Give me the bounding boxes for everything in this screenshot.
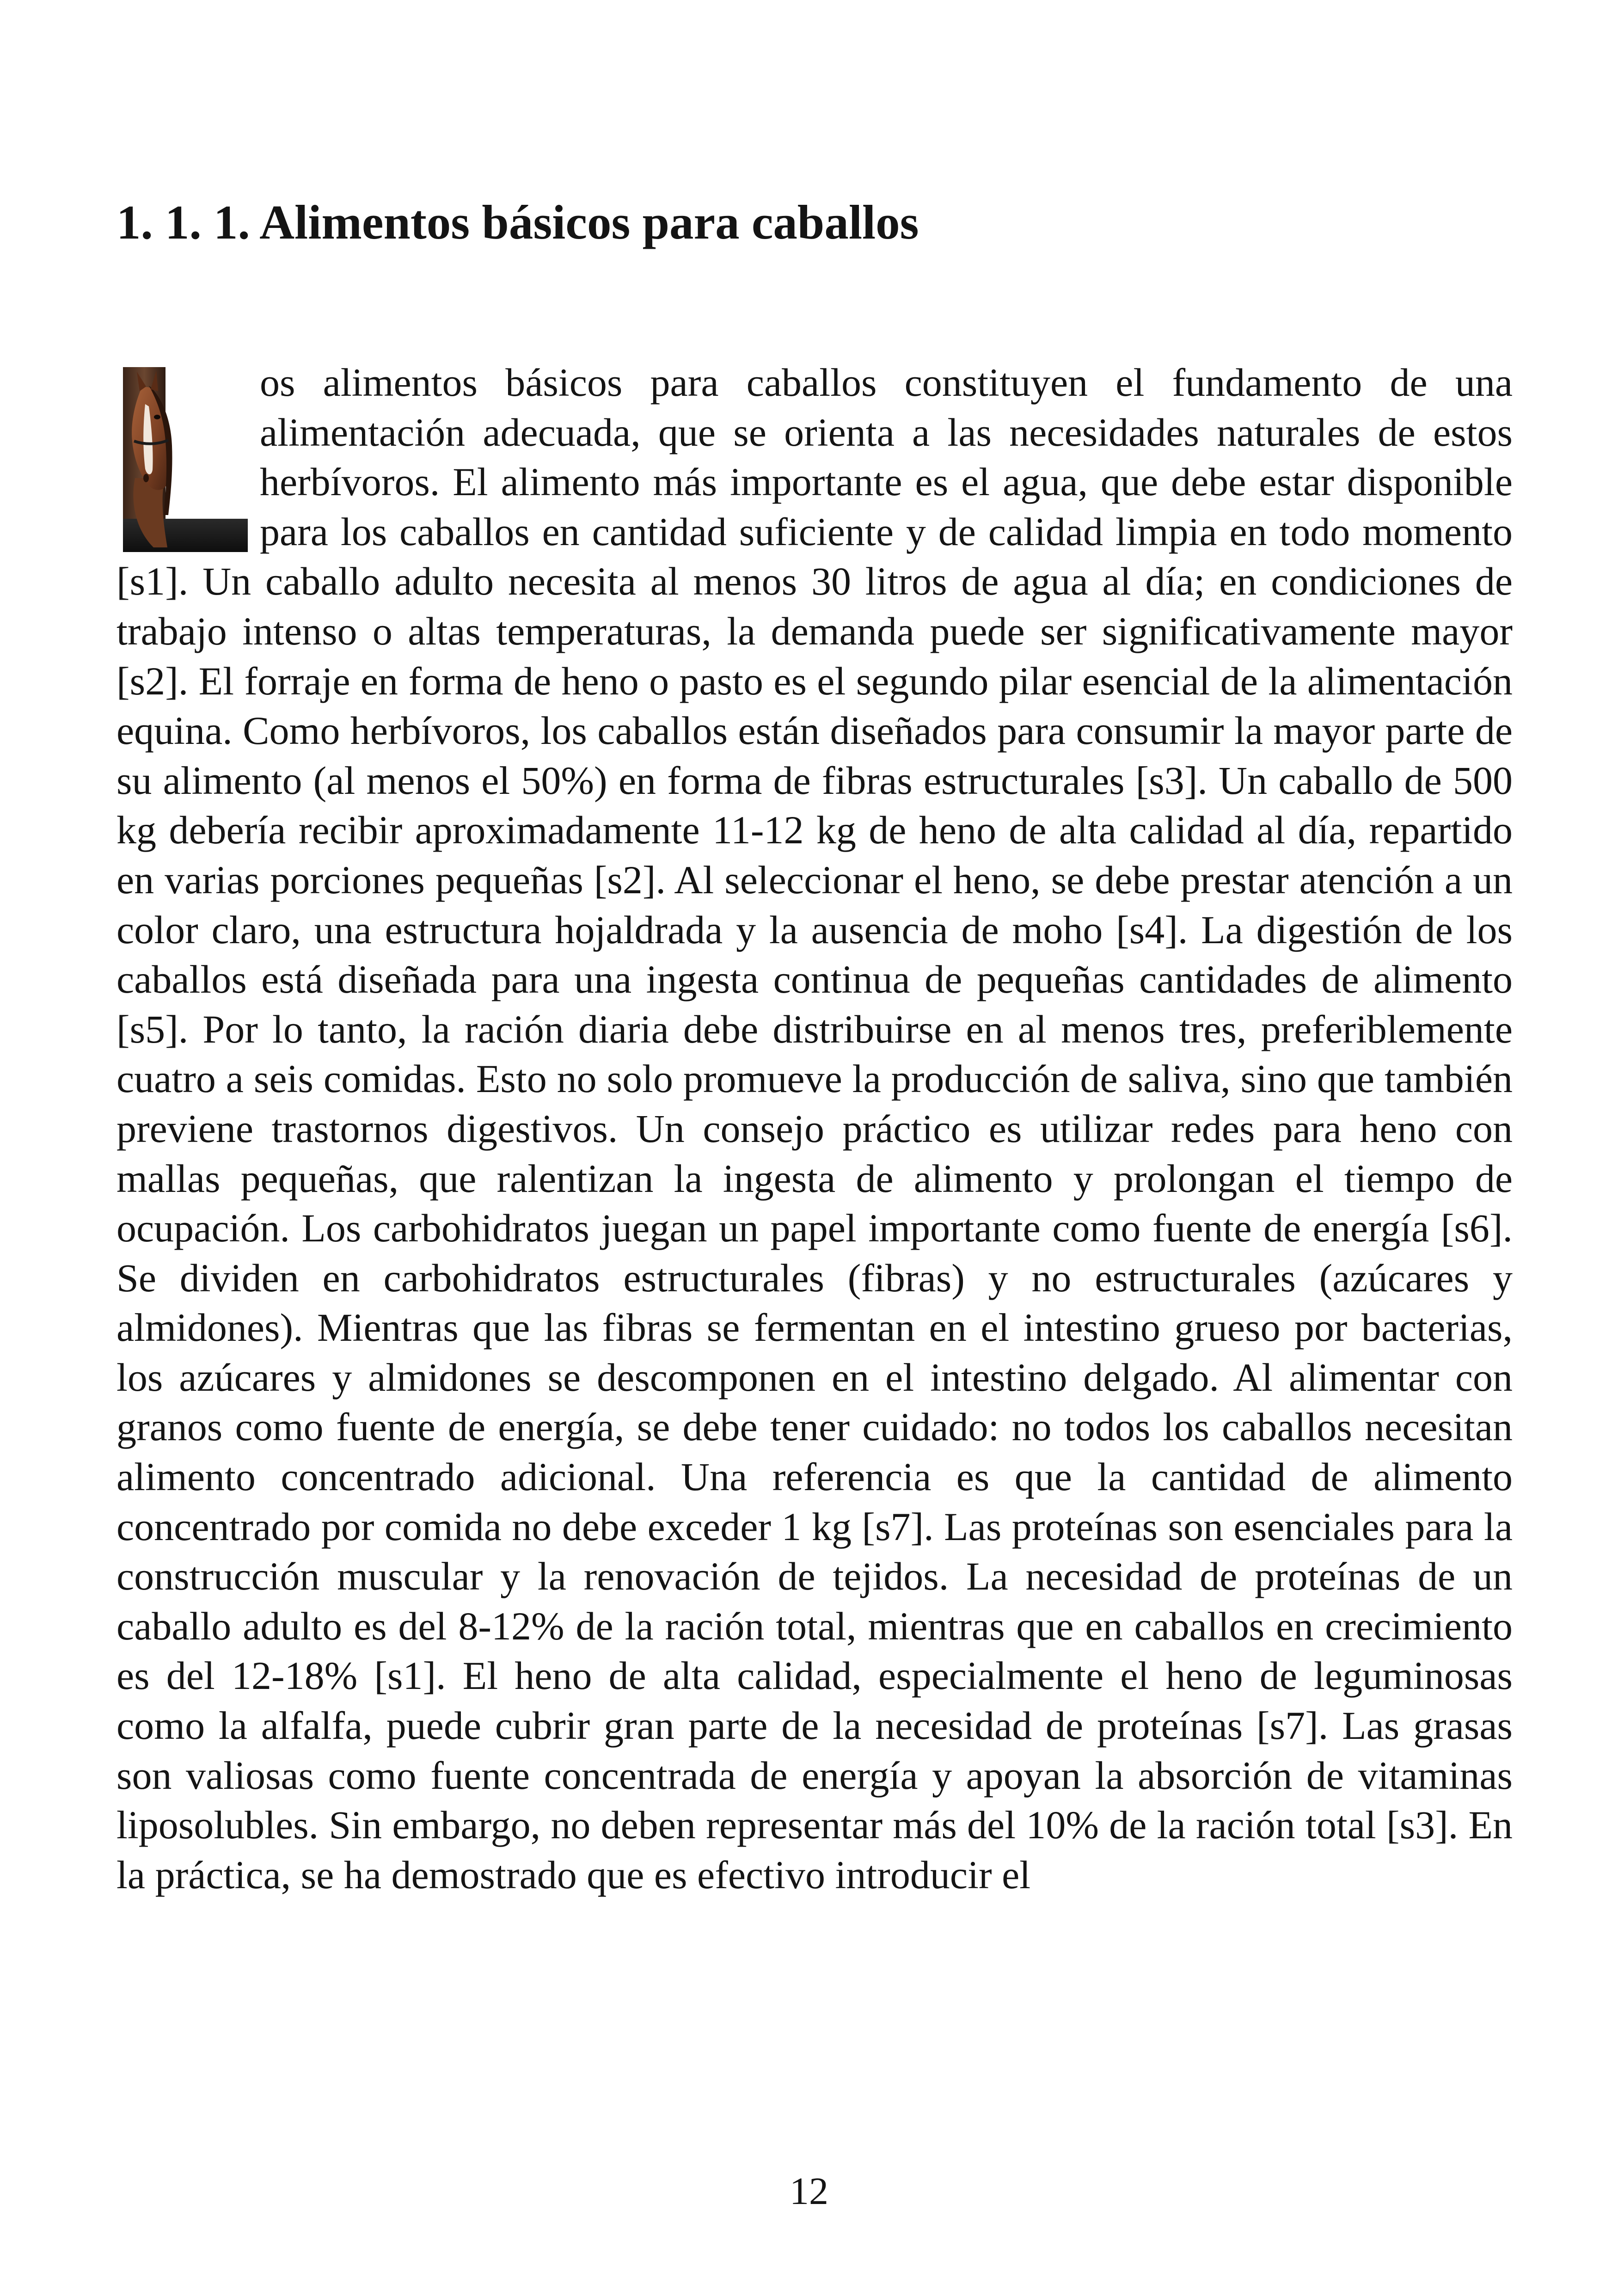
- drop-cap: [116, 362, 251, 557]
- body-paragraph: [116, 358, 1513, 1900]
- section-heading: 1. 1. 1. Alimentos básicos para caballos: [116, 195, 919, 249]
- body-text: os alimentos básicos para caballos constituyen el fundamento de una alimentación adecuada, que se orienta a las necesidades naturales de estos herbívoros. El alimento más importante es el agua, que debe estar disponible para los caballos en cantidad suficiente y de calidad limpia en todo momento [s1]. Un caballo adulto necesita al menos 30 litros de agua al día; en condiciones de trabajo intenso o altas temperaturas, la demanda puede ser significativamente mayor [s2]. El forraje en forma de heno o pasto es el segundo pilar esencial de la alimentación equina. Como herbívoros, los caballos están diseñados para consumir la mayor parte de su alimento (al menos el 50%) en forma de fibras estructurales [s3]. Un caballo de 500 kg debería recibir aproximadamente 11-12 kg de heno de alta calidad al día, repartido en varias porciones pequeñas [s2]. Al seleccionar el heno, se debe prestar atención a un color claro, una estructura hojaldrada y la ausencia de moho [s4]. La digestión de los caballos está diseñada para una ingesta continua de pequeñas cantidades de alimento [s5]. Por lo tanto, la ración diaria debe distribuirse en al menos tres, preferiblemente cuatro a seis comidas. Esto no solo promueve la producción de saliva, sino que también previene trastornos digestivos. Un consejo práctico es utilizar redes para heno con mallas pequeñas, que ralentizan la ingesta de alimento y prolongan el tiempo de ocupación. Los carbohidratos juegan un papel importante como fuente de energía [s6]. Se dividen en carbohidratos estructurales (fibras) y no estructurales (azúcares y almidones). Mientras que las fibras se fermentan en el intestino grueso por bacterias, los azúcares y almidones se descomponen en el intestino delgado. Al alimentar con granos como fuente de energía, se debe tener cuidado: no todos los caballos necesitan alimento concentrado adicional. Una referencia es que la cantidad de alimento concentrado por comida no debe exceder 1 kg [s7]. Las proteínas son esenciales para la construcción muscular y la renovación de tejidos. La necesidad de proteínas de un caballo adulto es del 8-12% de la ración total, mientras que en caballos en crecimiento es del 12-18% [s1]. El heno de alta calidad, especialmente el heno de leguminosas como la alfalfa, puede cubrir gran parte de la necesidad de proteínas [s7]. Las grasas son valiosas como fuente concentrada de energía y apoyan la absorción de vitaminas liposolubles. Sin embargo, no deben representar más del 10% de la ración total [s3]. En la práctica, se ha demostrado que es efectivo introducir el: [116, 360, 1513, 1897]
- page-number: 12: [790, 2170, 828, 2213]
- horse-head-icon: [116, 362, 251, 557]
